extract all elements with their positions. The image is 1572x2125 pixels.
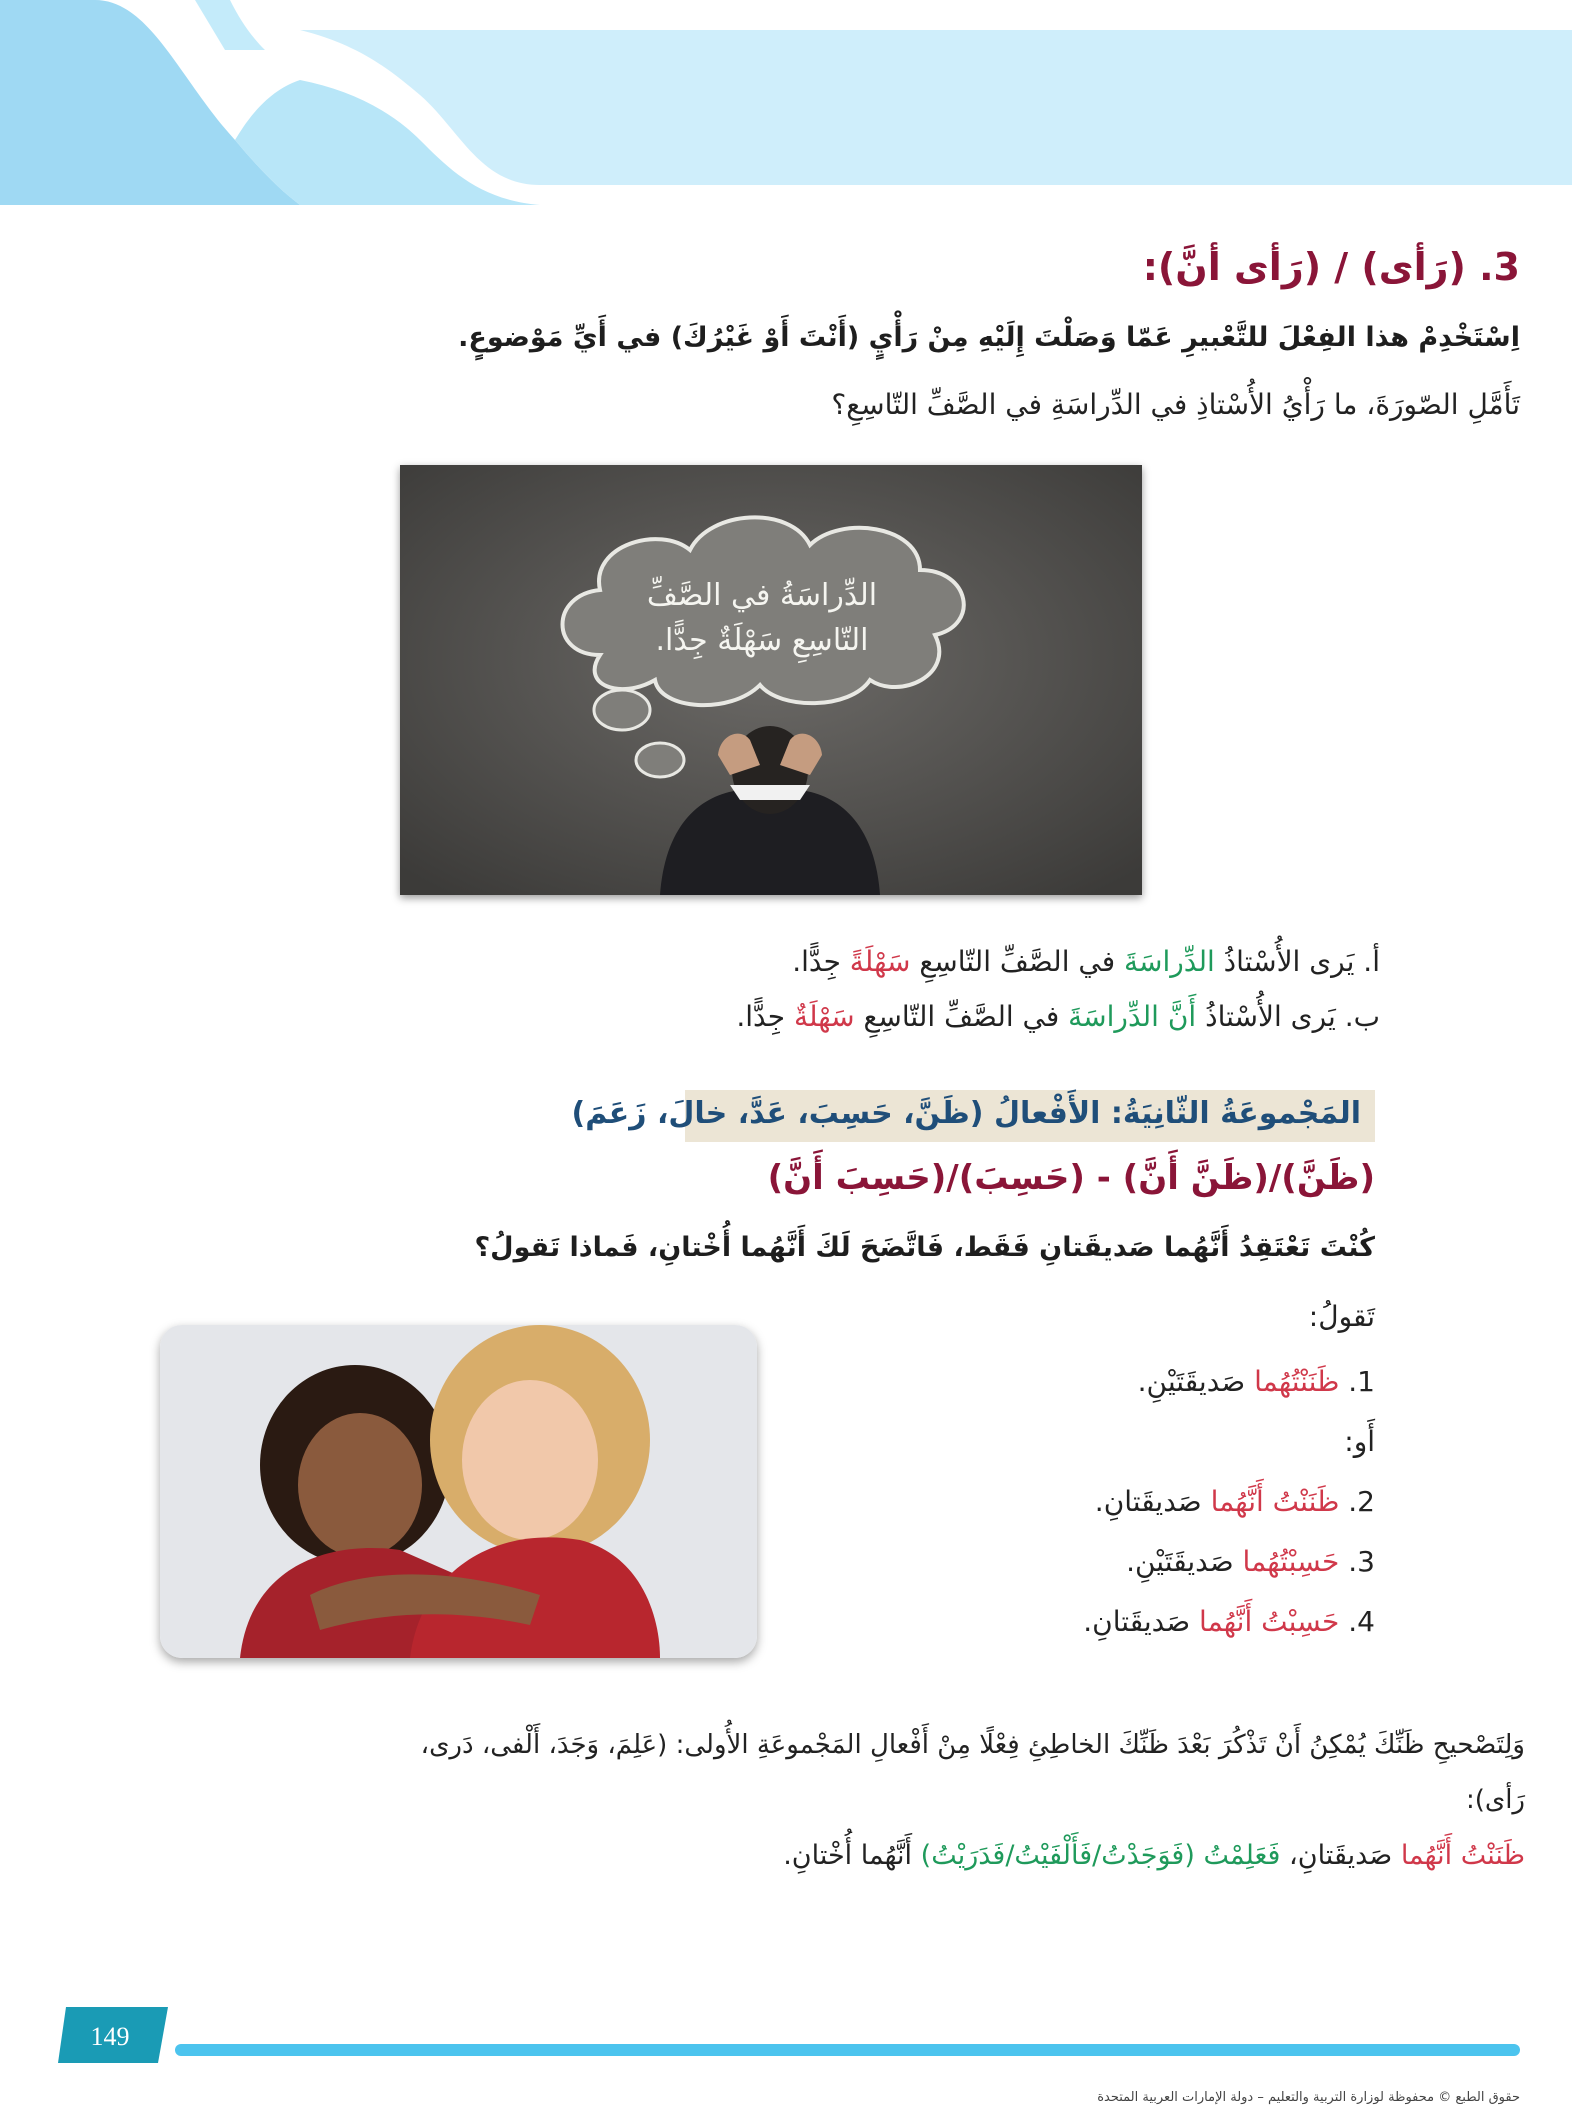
- final-sentence-part-2: صَديقَتانِ،: [1280, 1840, 1401, 1871]
- thought-bubble-text-1: الدِّراسَةُ في الصَّفِّ: [646, 578, 878, 613]
- or-label: أَو:: [1344, 1425, 1375, 1458]
- you-say-label: تَقولُ:: [1308, 1300, 1375, 1333]
- answer-a-object: الدِّراسَةَ: [1124, 945, 1215, 978]
- option-2-verb: ظَنَنْتُ أَنَّهُما: [1210, 1485, 1340, 1518]
- banner-main-shape: [300, 30, 1572, 185]
- answer-b: [500, 1000, 1380, 1033]
- answer-a-complement: سَهْلَةً: [849, 945, 911, 978]
- option-1-verb: ظَنَنْتُهُما: [1254, 1365, 1340, 1398]
- option-4-number: 4.: [1339, 1605, 1375, 1638]
- group2-heading-box: [571, 1090, 1375, 1142]
- answer-b-label: ب.: [1335, 1000, 1380, 1033]
- answer-a-text-3: جِدًّا.: [792, 945, 850, 978]
- teacher-chalkboard-image: [400, 465, 1142, 895]
- final-sentence-part-1: ظَنَنْتُ أَنَّهُما: [1400, 1840, 1525, 1871]
- sisters-photo: [160, 1325, 757, 1658]
- option-3-verb: حَسِبْتُهُما: [1242, 1545, 1340, 1578]
- option-4-verb: حَسِبْتُ أَنَّهُما: [1199, 1605, 1340, 1638]
- option-1-rest: صَديقَتَيْنِ.: [1137, 1365, 1255, 1398]
- answer-a-label: أ.: [1354, 945, 1380, 978]
- group2-prompt: كُنْتَ تَعْتَقِدُ أَنَّهُما صَديقَتانِ فَقَط، فَاتَّضَحَ لَكَ أَنَّهُما أُخْتانِ، فَماذا تَقولُ؟: [474, 1232, 1375, 1263]
- correction-line-2: رَأى):: [1465, 1785, 1525, 1815]
- answer-b-text-2: في الصَّفِّ التّاسِعِ: [854, 1000, 1069, 1033]
- copyright-text: حقوق الطبع © محفوظة لوزارة التربية والتعليم – دولة الإمارات العربية المتحدة: [1097, 2090, 1520, 2105]
- option-3-number: 3.: [1339, 1545, 1375, 1578]
- answer-b-predicate: سَهْلَةٌ: [793, 1000, 855, 1033]
- group2-heading: المَجْموعَةُ الثّانِيَةُ: الأَفْعالُ (ظَنَّ، حَسِبَ، عَدَّ، خالَ، زَعَمَ): [571, 1096, 1361, 1131]
- option-2: [900, 1485, 1375, 1518]
- answer-a-text-1: يَرى الأُسْتاذُ: [1214, 945, 1355, 978]
- group2-subheading: (ظَنَّ)/(ظَنَّ أَنَّ) - (حَسِبَ)/(حَسِبَ أَنَّ): [767, 1158, 1375, 1198]
- final-sentence-part-4: أَنَّهُما أُخْتانِ.: [783, 1840, 921, 1871]
- option-3: [900, 1545, 1375, 1578]
- option-3-rest: صَديقَتَيْنِ.: [1126, 1545, 1243, 1578]
- final-sentence-verbs: فَعَلِمْتُ (فَوَجَدْتُ/فَأَلْفَيْتُ/فَدَرَيْتُ): [920, 1840, 1281, 1871]
- option-1-number: 1.: [1339, 1365, 1375, 1398]
- header-banner: [0, 0, 1572, 225]
- option-4: [900, 1605, 1375, 1638]
- answer-b-text-3: جِدًّا.: [736, 1000, 794, 1033]
- thought-bubble-text-2: التّاسِعِ سَهْلَةٌ جِدًّا.: [655, 623, 869, 658]
- option-2-rest: صَديقَتانِ.: [1094, 1485, 1211, 1518]
- final-sentence: [150, 1840, 1525, 1871]
- option-4-rest: صَديقَتانِ.: [1083, 1605, 1200, 1638]
- option-2-number: 2.: [1339, 1485, 1375, 1518]
- instruction-text: اِسْتَخْدِمْ هذا الفِعْلَ للتَّعْبيرِ عَمّا وَصَلْتَ إِلَيْهِ مِنْ رَأْيٍ (أَنْتَ أَوْ غَيْرُكَ) في أَيِّ مَوْضوعٍ.: [458, 322, 1520, 353]
- page-number-badge: [58, 2007, 168, 2063]
- answer-b-subject: أَنَّ الدِّراسَةَ: [1068, 1000, 1197, 1033]
- section-title: 3. (رَأى) / (رَأى أنَّ):: [1142, 245, 1520, 289]
- footer-line: [175, 2044, 1520, 2056]
- option-1: [900, 1365, 1375, 1398]
- answer-b-text-1: يَرى الأُسْتاذُ: [1196, 1000, 1336, 1033]
- answer-a-text-2: في الصَّفِّ التّاسِعِ: [910, 945, 1124, 978]
- page-number: 149: [90, 2022, 130, 2051]
- answer-a: [500, 945, 1380, 978]
- question-text: تَأَمَّلِ الصّورَةَ، ما رَأْيُ الأُسْتاذِ في الدِّراسَةِ في الصَّفِّ التّاسِعِ؟: [831, 388, 1520, 421]
- correction-line-1: وَلِتَصْحيحِ ظَنِّكَ يُمْكِنُ أَنْ تَذْكُرَ بَعْدَ ظَنِّكَ الخاطِئِ فِعْلًا مِنْ أَفْعالِ المَجْموعَةِ الأُولى: (عَلِمَ، وَجَدَ، أَلْفى، دَرى،: [420, 1730, 1525, 1760]
